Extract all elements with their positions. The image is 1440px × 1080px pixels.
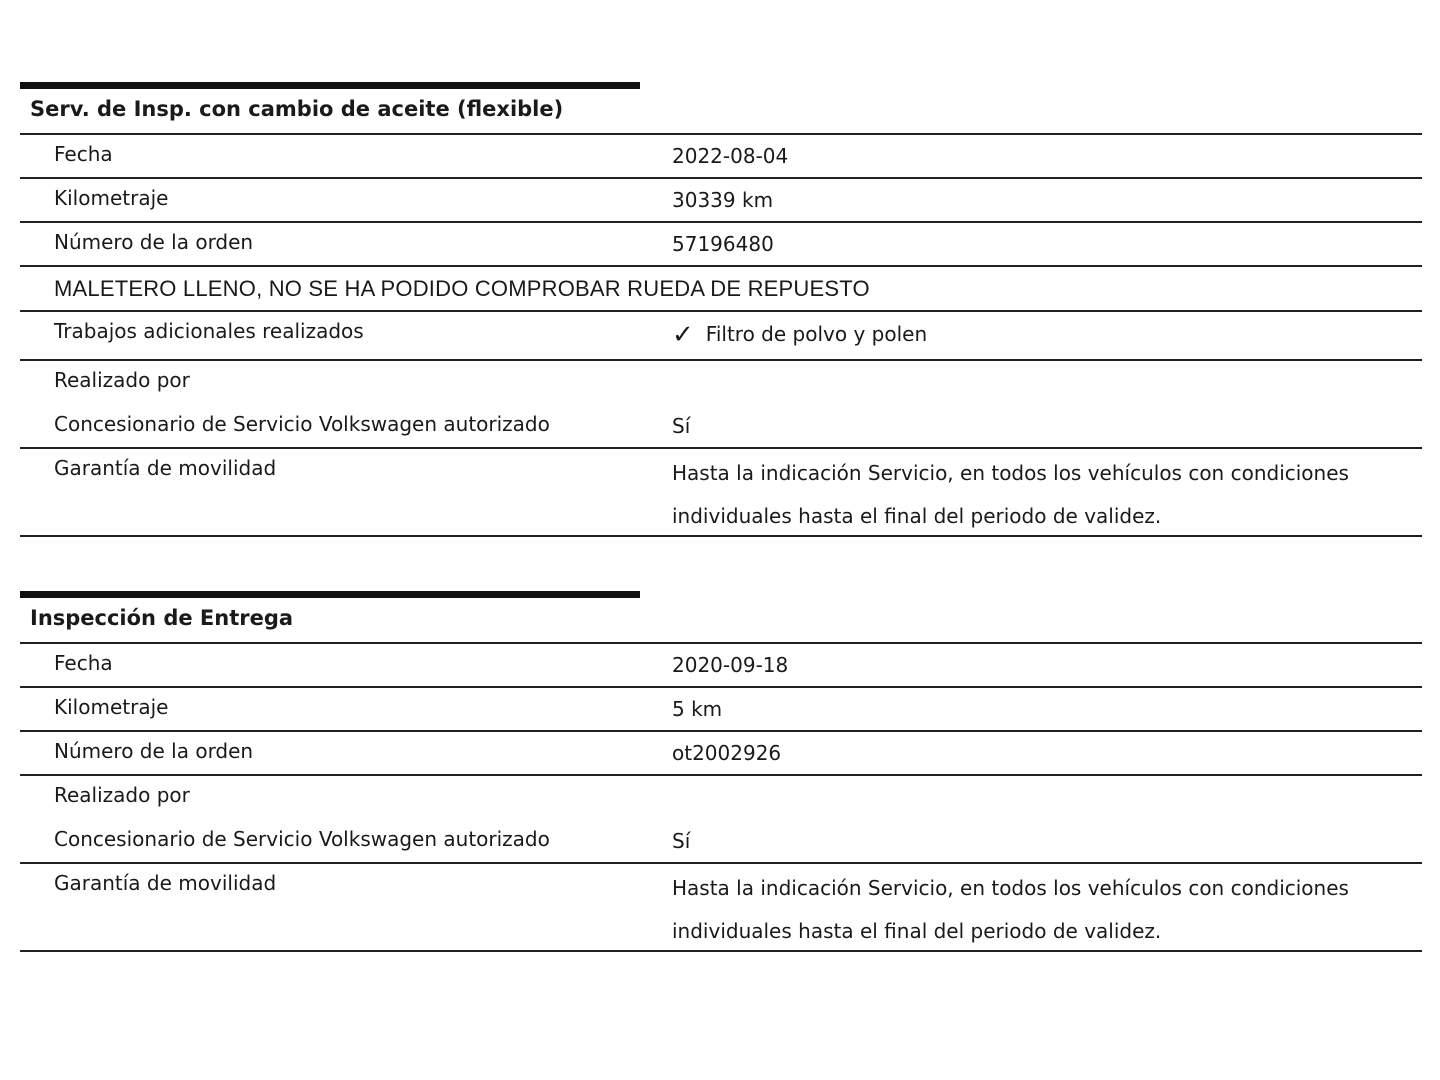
concesionario-value: Sí: [672, 829, 691, 853]
numero-orden-label: Número de la orden: [54, 230, 254, 254]
row-fecha: [20, 644, 1422, 688]
row-numero-orden: [20, 732, 1422, 776]
garantia-label: Garantía de movilidad: [54, 456, 277, 480]
row-realizado-por: [20, 776, 1422, 864]
kilometraje-value: 30339 km: [672, 188, 774, 212]
row-kilometraje: [20, 179, 1422, 223]
realizado-por-label: Realizado por: [54, 368, 190, 392]
trabajos-value: Filtro de polvo y polen: [705, 322, 928, 346]
row-kilometraje: [20, 688, 1422, 732]
section-header-bar: [20, 82, 640, 89]
section-title: Inspección de Entrega: [20, 598, 1422, 644]
service-section-oil-change: [20, 82, 1422, 537]
fecha-label: Fecha: [54, 651, 113, 675]
row-fecha: [20, 135, 1422, 179]
checkmark-icon: ✓: [672, 320, 694, 350]
service-note: MALETERO LLENO, NO SE HA PODIDO COMPROBAR RUEDA DE REPUESTO: [54, 276, 870, 301]
row-numero-orden: [20, 223, 1422, 267]
realizado-por-label: Realizado por: [54, 783, 190, 807]
row-realizado-por: [20, 361, 1422, 449]
concesionario-value: Sí: [672, 414, 691, 438]
garantia-label: Garantía de movilidad: [54, 871, 277, 895]
row-note: [20, 267, 1422, 312]
fecha-label: Fecha: [54, 142, 113, 166]
service-section-delivery-inspection: [20, 591, 1422, 952]
row-garantia-movilidad: [20, 864, 1422, 952]
section-title: Serv. de Insp. con cambio de aceite (flexible): [20, 89, 1422, 135]
garantia-value: Hasta la indicación Servicio, en todos los vehículos con condiciones individuales hasta el final del periodo de validez.: [672, 876, 1349, 943]
fecha-value: 2022-08-04: [672, 144, 789, 168]
trabajos-value-wrapper: [672, 320, 927, 350]
fecha-value: 2020-09-18: [672, 653, 789, 677]
numero-orden-value: 57196480: [672, 232, 774, 256]
row-trabajos-adicionales: [20, 312, 1422, 361]
numero-orden-label: Número de la orden: [54, 739, 254, 763]
concesionario-label: Concesionario de Servicio Volkswagen autorizado: [54, 827, 550, 851]
kilometraje-label: Kilometraje: [54, 695, 169, 719]
numero-orden-value: ot2002926: [672, 741, 782, 765]
row-garantia-movilidad: [20, 449, 1422, 537]
garantia-value: Hasta la indicación Servicio, en todos los vehículos con condiciones individuales hasta el final del periodo de validez.: [672, 461, 1349, 528]
section-header-bar: [20, 591, 640, 598]
concesionario-label: Concesionario de Servicio Volkswagen autorizado: [54, 412, 550, 436]
kilometraje-label: Kilometraje: [54, 186, 169, 210]
trabajos-label: Trabajos adicionales realizados: [54, 319, 364, 343]
kilometraje-value: 5 km: [672, 697, 723, 721]
